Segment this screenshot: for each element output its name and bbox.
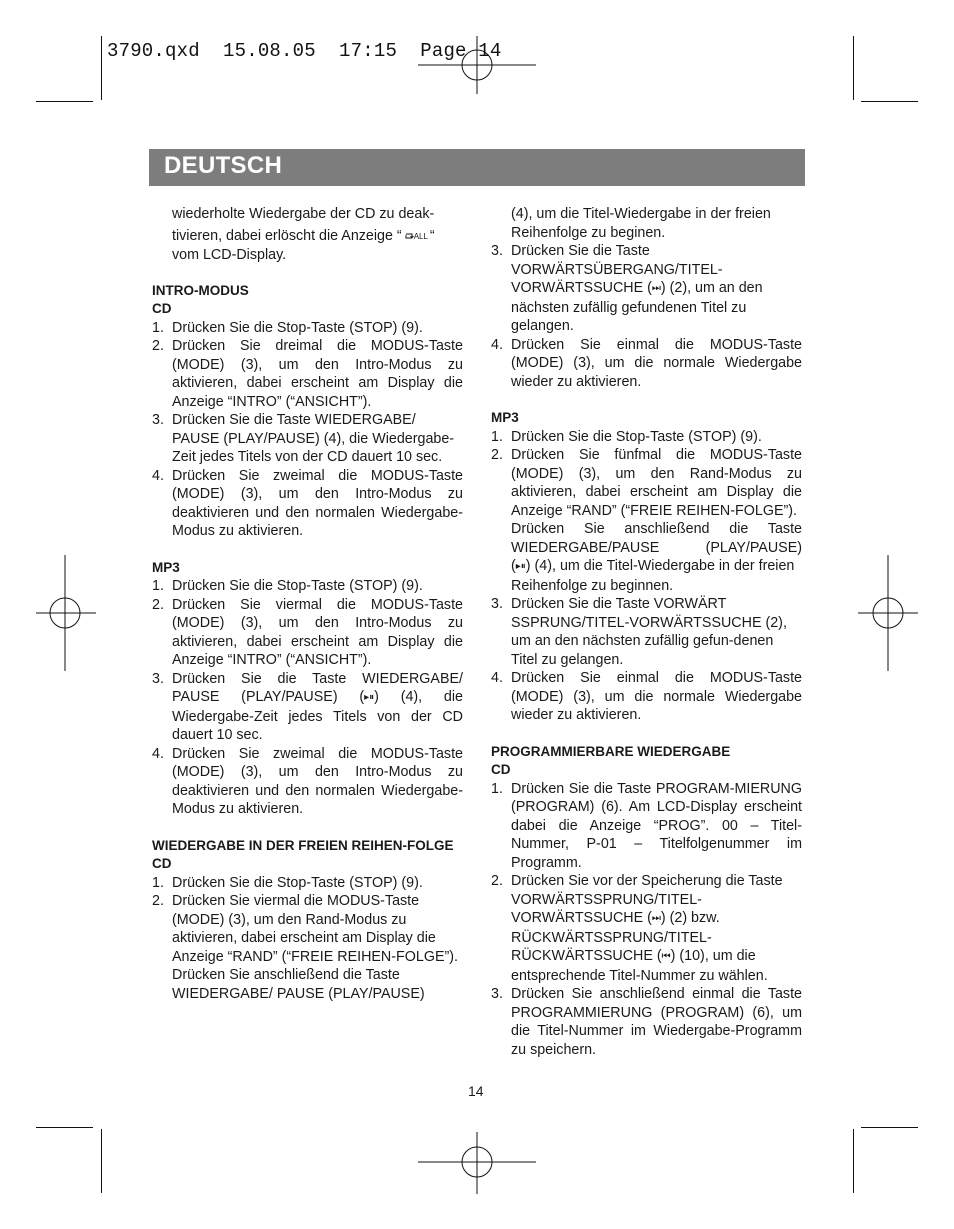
intro-mp3-steps bbox=[152, 577, 463, 819]
page-number: 14 bbox=[468, 1083, 484, 1099]
list-item: 2. Drücken Sie viermal die MODUS-Taste (MODE) (3), um den Intro-Modus zu aktivieren, dabei erscheint am Display die Anzeige “INTRO” (“ANSICHT”). bbox=[152, 596, 463, 668]
intro-paragraph bbox=[152, 205, 463, 265]
subsection-heading: MP3 bbox=[152, 559, 180, 575]
registration-mark-top bbox=[418, 36, 536, 96]
text-line bbox=[172, 227, 463, 247]
list-item-text: Drücken Sie fünfmal die MODUS-Taste (MODE) (3), um den Rand-Modus zu aktivieren, dabei erscheint am Display die Anzeige “RAND” (“FREIE REIHEN-FOLGE”). bbox=[511, 447, 802, 519]
list-item: 4. Drücken Sie zweimal die MODUS-Taste (MODE) (3), um den Intro-Modus zu deaktivieren und den normalen Wiedergabe-Modus zu aktivieren. bbox=[152, 745, 463, 817]
printer-slug: 3790.qxd 15.08.05 17:15 Page 14 bbox=[107, 40, 502, 62]
list-item-text: Drücken Sie die Taste WIEDERGABE/ PAUSE (PLAY/PAUSE) ( bbox=[172, 670, 463, 705]
list-item: 2. Drücken Sie dreimal die MODUS-Taste (MODE) (3), um den Intro-Modus zu aktivieren, dabei erscheint am Display die Anzeige “INTRO” (“ANSICHT”). bbox=[152, 338, 463, 410]
text: tivieren, dabei erlöscht die Anzeige “ bbox=[172, 227, 402, 244]
subsection-heading: CD bbox=[152, 301, 172, 316]
next-track-icon: ⏭ bbox=[651, 283, 661, 294]
list-item-text: ) (2), um an den nächsten zufällig gefundenen Titel zu gelangen. bbox=[511, 280, 763, 334]
list-item-text: Drücken Sie vor der Speicherung die Taste VORWÄRTSSPRUNG/TITEL-VORWÄRTSSUCHE ( bbox=[511, 873, 783, 926]
crop-mark bbox=[853, 36, 854, 100]
list-item: 4. Drücken Sie einmal die MODUS-Taste (MODE) (3), um die normale Wiedergabe wieder zu aktivieren. bbox=[491, 670, 802, 723]
list-item-text: Drücken Sie viermal die MODUS-Taste (MODE) (3), um den Rand-Modus zu aktivieren, dabei erscheint am Display die Anzeige “RAND” (“FREIE REIHEN-FOLGE”). bbox=[172, 893, 458, 965]
crop-mark bbox=[101, 1129, 102, 1193]
list-item-continuation: Drücken Sie anschließend die Taste WIEDERGABE/ PAUSE (PLAY/PAUSE) bbox=[172, 967, 425, 1002]
list-item-text: Drücken Sie die Stop-Taste (STOP) (9). bbox=[172, 578, 423, 594]
intro-cd-steps bbox=[152, 319, 463, 541]
list-item: 1. Drücken Sie die Stop-Taste (STOP) (9). bbox=[152, 578, 423, 594]
list-item: 2. Drücken Sie vor der Speicherung die Taste VORWÄRTSSPRUNG/TITEL-VORWÄRTSSUCHE (⏭) (2) bzw. RÜCKWÄRTSSPRUNG/TITEL-RÜCKWÄRTSSUCHE (⏮) (10), um die entsprechende Titel-Nummer zu wählen. bbox=[491, 873, 783, 984]
subsection-heading: CD bbox=[491, 762, 511, 777]
text-line bbox=[511, 557, 802, 595]
language-title: DEUTSCH bbox=[164, 152, 283, 179]
text: “ bbox=[429, 227, 435, 244]
list-item-text: ) (4), die Wiedergabe-Zeit jedes Titels von der CD dauert 10 sec. bbox=[172, 689, 463, 743]
list-item-text: ) (2) bzw. RÜCKWÄRTSSPRUNG/TITEL-RÜCKWÄRTSSUCHE ( bbox=[511, 910, 720, 964]
text: ( bbox=[511, 558, 516, 574]
list-item: 3. Drücken Sie die Taste WIEDERGABE/ PAUSE (PLAY/PAUSE) (▸⏸) (4), die Wiedergabe-Zeit jedes Titels von der CD dauert 10 sec. bbox=[152, 670, 463, 743]
list-item-text: Drücken Sie die Stop-Taste (STOP) (9). bbox=[172, 319, 423, 336]
list-item-text: Drücken Sie die Taste VORWÄRTSÜBERGANG/TITEL-VORWÄRTSSUCHE ( bbox=[511, 243, 723, 296]
list-item: 3. Drücken Sie die Taste WIEDERGABE/ PAUSE (PLAY/PAUSE) (4), die Wiedergabe-Zeit jedes Titels von der CD dauert 10 sec. bbox=[152, 412, 455, 465]
list-item-text: Drücken Sie viermal die MODUS-Taste (MODE) (3), um den Intro-Modus zu aktivieren, dabei erscheint am Display die Anzeige “INTRO” (“ANSICHT”). bbox=[172, 596, 463, 668]
registration-mark-right bbox=[858, 555, 918, 671]
crop-mark bbox=[861, 101, 918, 102]
list-item-text: Drücken Sie die Taste PROGRAM-MIERUNG (PROGRAM) (6). Am LCD-Display erscheint dabei die Anzeige “PROG”. 00 – Titel-Nummer, P-01 – Titelfolgenummer im Programm. bbox=[511, 780, 802, 871]
list-item: 4. Drücken Sie einmal die MODUS-Taste (MODE) (3), um die normale Wiedergabe wieder zu aktivieren. bbox=[491, 336, 802, 390]
play-pause-icon: ▸⏸ bbox=[364, 692, 375, 703]
section-heading: INTRO-MODUS bbox=[152, 282, 249, 298]
section-heading: WIEDERGABE IN DER FREIEN REIHEN-FOLGE bbox=[152, 837, 454, 853]
random-cd-steps bbox=[152, 874, 463, 967]
list-item-text: Drücken Sie die Stop-Taste (STOP) (9). bbox=[511, 428, 762, 445]
crop-mark bbox=[36, 1127, 93, 1128]
list-item-text: Drücken Sie zweimal die MODUS-Taste (MODE) (3), um den Intro-Modus zu deaktivieren und den normalen Wiedergabe-Modus zu aktivieren. bbox=[172, 467, 463, 539]
list-item: 1. Drücken Sie die Stop-Taste (STOP) (9). bbox=[491, 428, 762, 445]
text-line: Drücken Sie anschließend die Taste WIEDERGABE/PAUSE (PLAY/PAUSE) bbox=[511, 521, 802, 556]
right-column bbox=[491, 205, 802, 1059]
crop-mark bbox=[861, 1127, 918, 1128]
list-item: 2. Drücken Sie fünfmal die MODUS-Taste (MODE) (3), um den Rand-Modus zu aktivieren, dabei erscheint am Display die Anzeige “RAND” (“FREIE REIHEN-FOLGE”). bbox=[491, 447, 802, 519]
random-mp3-steps-continued bbox=[491, 595, 802, 725]
list-item: 1. Drücken Sie die Stop-Taste (STOP) (9). bbox=[152, 874, 423, 891]
list-item-text: Drücken Sie einmal die MODUS-Taste (MODE) (3), um die normale Wiedergabe wieder zu aktivieren. bbox=[511, 336, 802, 390]
text-line: wiederholte Wiedergabe der CD zu deak- bbox=[172, 206, 435, 222]
registration-mark-left bbox=[36, 555, 96, 671]
list-item-text: Drücken Sie die Stop-Taste (STOP) (9). bbox=[172, 874, 423, 891]
crop-mark bbox=[101, 36, 102, 100]
language-banner bbox=[149, 149, 805, 186]
list-item: 1. Drücken Sie die Stop-Taste (STOP) (9). bbox=[152, 319, 423, 336]
next-track-icon: ⏭ bbox=[651, 913, 661, 924]
list-item: 2. Drücken Sie viermal die MODUS-Taste (MODE) (3), um den Rand-Modus zu aktivieren, dabei erscheint am Display die Anzeige “RAND” (“FREIE REIHEN-FOLGE”). bbox=[152, 893, 458, 965]
play-pause-icon: ▸⏸ bbox=[515, 561, 526, 572]
list-item-text: Drücken Sie einmal die MODUS-Taste (MODE) (3), um die normale Wiedergabe wieder zu aktivieren. bbox=[511, 670, 802, 723]
list-item: 3. Drücken Sie die Taste VORWÄRTSÜBERGANG/TITEL-VORWÄRTSSUCHE (⏭) (2), um an den nächsten zufällig gefundenen Titel zu gelangen. bbox=[491, 243, 763, 334]
list-item-text: ) (10), um die entsprechende Titel-Nummer zu wählen. bbox=[511, 948, 768, 984]
subsection-heading: CD bbox=[152, 856, 172, 871]
list-item-continuation: (4), um die Titel-Wiedergabe in der freien Reihenfolge zu beginen. bbox=[511, 206, 771, 241]
text: ) (4), um die Titel-Wiedergabe in der freien Reihenfolge zu beginnen. bbox=[511, 558, 795, 594]
list-item-text: Drücken Sie dreimal die MODUS-Taste (MODE) (3), um den Intro-Modus zu aktivieren, dabei erscheint am Display die Anzeige “INTRO” (“ANSICHT”). bbox=[172, 338, 463, 410]
text-line: vom LCD-Display. bbox=[172, 247, 287, 263]
list-item-text: Drücken Sie die Taste VORWÄRT SSPRUNG/TITEL-VORWÄRTSSUCHE (2), um an den nächsten zufällig gefun-denen Titel zu gelangen. bbox=[511, 596, 787, 668]
left-column bbox=[152, 205, 463, 1003]
list-item: 1. Drücken Sie die Taste PROGRAM-MIERUNG (PROGRAM) (6). Am LCD-Display erscheint dabei die Anzeige “PROG”. 00 – Titel-Nummer, P-01 – Titelfolgenummer im Programm. bbox=[491, 780, 802, 871]
crop-mark bbox=[36, 101, 93, 102]
random-mp3-steps bbox=[491, 428, 802, 521]
list-item-continuation bbox=[491, 520, 802, 595]
program-steps bbox=[491, 780, 802, 1060]
list-item-text: Drücken Sie anschließend einmal die Taste PROGRAMMIERUNG (PROGRAM) (6), um die Titel-Nummer im Wiedergabe-Programm zu speichern. bbox=[511, 986, 802, 1058]
previous-track-icon: ⏮ bbox=[661, 951, 671, 962]
registration-mark-bottom bbox=[418, 1132, 536, 1194]
section-heading: PROGRAMMIERBARE WIEDERGABE bbox=[491, 743, 731, 759]
subsection-heading: MP3 bbox=[491, 410, 519, 425]
list-item: 3. Drücken Sie anschließend einmal die Taste PROGRAMMIERUNG (PROGRAM) (6), um die Titel-Nummer im Wiedergabe-Programm zu speichern. bbox=[491, 986, 802, 1058]
random-cd-steps-continued bbox=[491, 242, 802, 391]
crop-mark bbox=[853, 1129, 854, 1193]
repeat-all-icon: ALL bbox=[404, 228, 428, 247]
list-item-text: Drücken Sie zweimal die MODUS-Taste (MODE) (3), um den Intro-Modus zu deaktivieren und den normalen Wiedergabe-Modus zu aktivieren. bbox=[172, 745, 463, 817]
list-item: 4. Drücken Sie zweimal die MODUS-Taste (MODE) (3), um den Intro-Modus zu deaktivieren und den normalen Wiedergabe-Modus zu aktivieren. bbox=[152, 467, 463, 539]
list-item-text: Drücken Sie die Taste WIEDERGABE/ PAUSE (PLAY/PAUSE) (4), die Wiedergabe-Zeit jedes Titels von der CD dauert 10 sec. bbox=[172, 412, 455, 465]
list-item: 3. Drücken Sie die Taste VORWÄRT SSPRUNG/TITEL-VORWÄRTSSUCHE (2), um an den nächsten zufällig gefun-denen Titel zu gelangen. bbox=[491, 596, 787, 668]
